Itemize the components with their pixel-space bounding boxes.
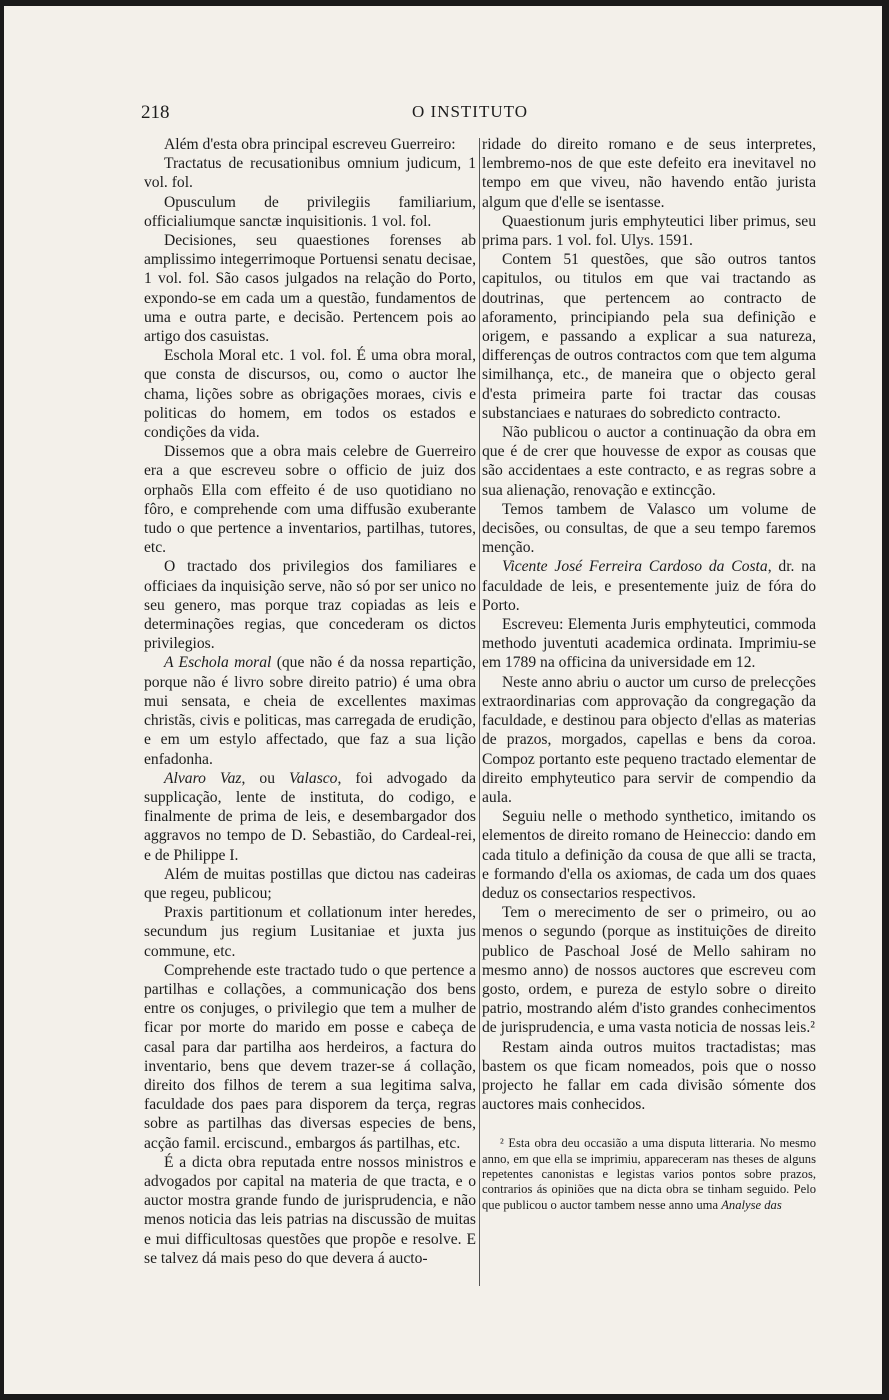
paragraph (482, 615, 816, 673)
italic-text: Valasco (288, 769, 338, 787)
italic-text: A Eschola moral (164, 654, 272, 672)
page-number: 218 (141, 102, 170, 123)
paragraph (482, 1038, 816, 1115)
paragraph-text: Tractatus de recusationibus omnium judicum, 1 vol. fol. (144, 155, 476, 192)
paragraph-text: Contem 51 questões, que são outros tantos capitulos, ou titulos em que vai tractando as doutrinas, que pertencem ao contracto de aforamento, principiando pela sua definição e origem, e passando a explicar a sua natureza, differenças de outros contractos com que tem alguma similhança, etc., de maneira que o objecto geral d'esta primeira parte foi tractar das cousas substanciaes e naturaes do sobredicto contracto. (482, 251, 816, 422)
paragraph (144, 769, 476, 865)
italic-text: Alvaro Vaz (164, 769, 242, 787)
left-column (144, 135, 476, 1268)
paragraph-text: É a dicta obra reputada entre nossos ministros e advogados por capital na materia de que tracta, e o auctor mostra grande fundo de jurisprudencia, e não menos noticia das leis patrias na discussão de muitas e mui difficultosas questões que propõe e resolve. E se talvez dá mais peso do que devera á aucto- (144, 1153, 476, 1267)
paragraph (482, 212, 816, 250)
paragraph-text: Opusculum de privilegiis familiarium, officialiumque sanctæ inquisitionis. 1 vol. fol. (144, 193, 476, 230)
paragraph-text: Comprehende este tractado tudo o que pertence a partilhas e collações, a communicação dos bens entre os conjuges, o privilegio que tem a mulher de ficar por morte do marido em posse e cabeça de casal para dar partilha aos herdeiros, a factura do inventario, bens que devem trazer-se á collação, direito dos filhos de terem a sua legitima salva, faculdade dos paes para disporem da terça, regras sobre as partilhas das diversas especies de bens, acção famil. erciscund., embargos ás partilhas, etc. (144, 961, 476, 1152)
paragraph-text: Além d'esta obra principal escreveu Guerreiro: (164, 136, 456, 153)
column-divider (479, 138, 480, 1286)
paragraph (144, 135, 476, 154)
paragraph-text: Praxis partitionum et collationum inter heredes, secundum jus regium Lusitaniae et juxta jus commune, etc. (144, 904, 476, 960)
paragraph-text: Decisiones, seu quaestiones forenses ab amplissimo integerrimoque Portuensi senatu decisae, 1 vol. fol. São casos julgados na relação do Porto, expondo-se em cada um a questão, fundamentos de uma e outra parte, e decisão. Pertencem pois ao artigo dos casuistas. (144, 232, 476, 346)
running-head: O INSTITUTO (412, 102, 528, 121)
footnote-paragraph (482, 1136, 816, 1212)
paragraph-text: Eschola Moral etc. 1 vol. fol. É uma obra moral, que consta de discursos, ou, como o auctor lhe chama, lições sobre as obrigações moraes, civis e politicas do homem, em todos os estados e condições da vida. (144, 347, 476, 442)
paragraph-text: O tractado dos privilegios dos familiares e officiaes da inquisição serve, não só por ser unico no seu genero, mas porque traz copiadas as leis e determinações regias, que concederam os dictos privilegios. (144, 558, 476, 653)
footnote-text: ² Esta obra deu occasião a uma disputa litteraria. No mesmo anno, em que ella se imprimiu, appareceram nas theses de alguns repetentes canonistas e legistas varios pontos sobre prazos, contrarios ás opiniões que na dicta obra se tinham seguido. Pelo que publicou o auctor tambem nesse anno uma (482, 1136, 816, 1212)
paragraph (482, 500, 816, 558)
book-page (4, 6, 882, 1394)
paragraph-text: Temos tambem de Valasco um volume de decisões, ou consultas, de que a seu tempo faremos menção. (482, 500, 816, 557)
paragraph (482, 807, 816, 903)
paragraph-text: Não publicou o auctor a continuação da obra em que é de crer que houvesse de expor as cousas que são accidentaes a este contracto, e as regras sobre a sua alienação, renovação e extincção. (482, 424, 816, 499)
paragraph (144, 865, 476, 903)
footnote (482, 1136, 816, 1212)
paragraph-text: Tem o merecimento de ser o primeiro, ou ao menos o segundo (porque as instituições de direito publico de Paschoal José de Mello sahiram no mesmo anno) de nossos auctores que escreveu com gosto, ordem, e pureza de estylo sobre o direito patrio, mostrando além d'isto grandes conhecimentos de jurisprudencia, e uma vasta noticia de nossas leis.² (482, 904, 816, 1037)
right-column-body (482, 135, 816, 1114)
paragraph-text: , ou (241, 769, 289, 787)
paragraph (144, 961, 476, 1153)
paragraph (144, 193, 476, 231)
paragraph (482, 250, 816, 423)
paragraph-text: Escreveu: Elementa Juris emphyteutici, commoda methodo juventuti academica ordinata. Imprimiu-se em 1789 na officina da universidade em 12. (482, 616, 816, 672)
paragraph (482, 557, 816, 615)
paragraph-text: Dissemos que a obra mais celebre de Guerreiro era a que escreveu sobre o officio de juiz dos orphaõs Ella com effeito é de uso quotidiano no fôro, e comprehende com uma diffusão exuberante tudo o que pertence a inventarios, partilhas, tutores, etc. (144, 443, 476, 557)
paragraph (482, 673, 816, 807)
paragraph (144, 653, 476, 768)
footnote-italic: Analyse das (721, 1197, 782, 1212)
paragraph (144, 557, 476, 653)
paragraph-text: Quaestionum juris emphyteutici liber primus, seu prima pars. 1 vol. fol. Ulys. 1591. (482, 212, 816, 250)
paragraph (144, 346, 476, 442)
paragraph (144, 903, 476, 961)
paragraph (144, 154, 476, 192)
paragraph-text: Seguiu nelle o methodo synthetico, imitando os elementos de direito romano de Heineccio: dando em cada titulo a definição da cousa de que alli se tracta, e formando d'ella os axiomas, de cada um dos quaes deduz os consectarios respectivos. (482, 808, 816, 902)
italic-text: Vicente José Ferreira Cardoso da Costa (502, 558, 768, 576)
paragraph (144, 1153, 476, 1268)
paragraph-text: Neste anno abriu o auctor um curso de prelecções extraordinarias com approvação da congregação da faculdade, e destinou para objecto d'ellas as materias de prazos, morgados, capellas e bens da coroa. Compoz portanto este pequeno tractado elementar de direito emphyteutico para servir de compendio da aula. (482, 673, 816, 806)
right-column (482, 135, 816, 1213)
paragraph (144, 231, 476, 346)
paragraph-text: , dr. na faculdade de leis, e presentemente juiz de fóra do Porto. (482, 558, 816, 614)
paragraph-text: Restam ainda outros muitos tractadistas; mas bastem os que ficam nomeados, pois que o nosso projecto he fallar em cada divisão sómente dos auctores mais conhecidos. (482, 1038, 816, 1114)
paragraph (482, 903, 816, 1037)
page-header (4, 100, 882, 130)
paragraph-text: ridade do direito romano e de seus interpretes, lembremo-nos de que este defeito era inevitavel no tempo em que viveu, não havendo então jurista algum que d'elle se isentasse. (482, 136, 816, 211)
paragraph (144, 442, 476, 557)
paragraph (482, 423, 816, 500)
paragraph-text: (que não é da nossa repartição, porque não é livro sobre direito patrio) é uma obra mui sensata, e cheia de excellentes maximas christãs, civis e politicas, mas carregada de erudição, e em um estylo affectado, que faz a sua lição enfadonha. (144, 654, 476, 768)
paragraph-text: , foi advogado da supplicação, lente de instituta, do codigo, e finalmente de prima de leis, e desembargador dos aggravos no tempo de D. Sebastião, do Cardeal-rei, e de Philippe I. (144, 769, 476, 864)
paragraph-text: Além de muitas postillas que dictou nas cadeiras que regeu, publicou; (144, 865, 476, 902)
paragraph (482, 135, 816, 212)
